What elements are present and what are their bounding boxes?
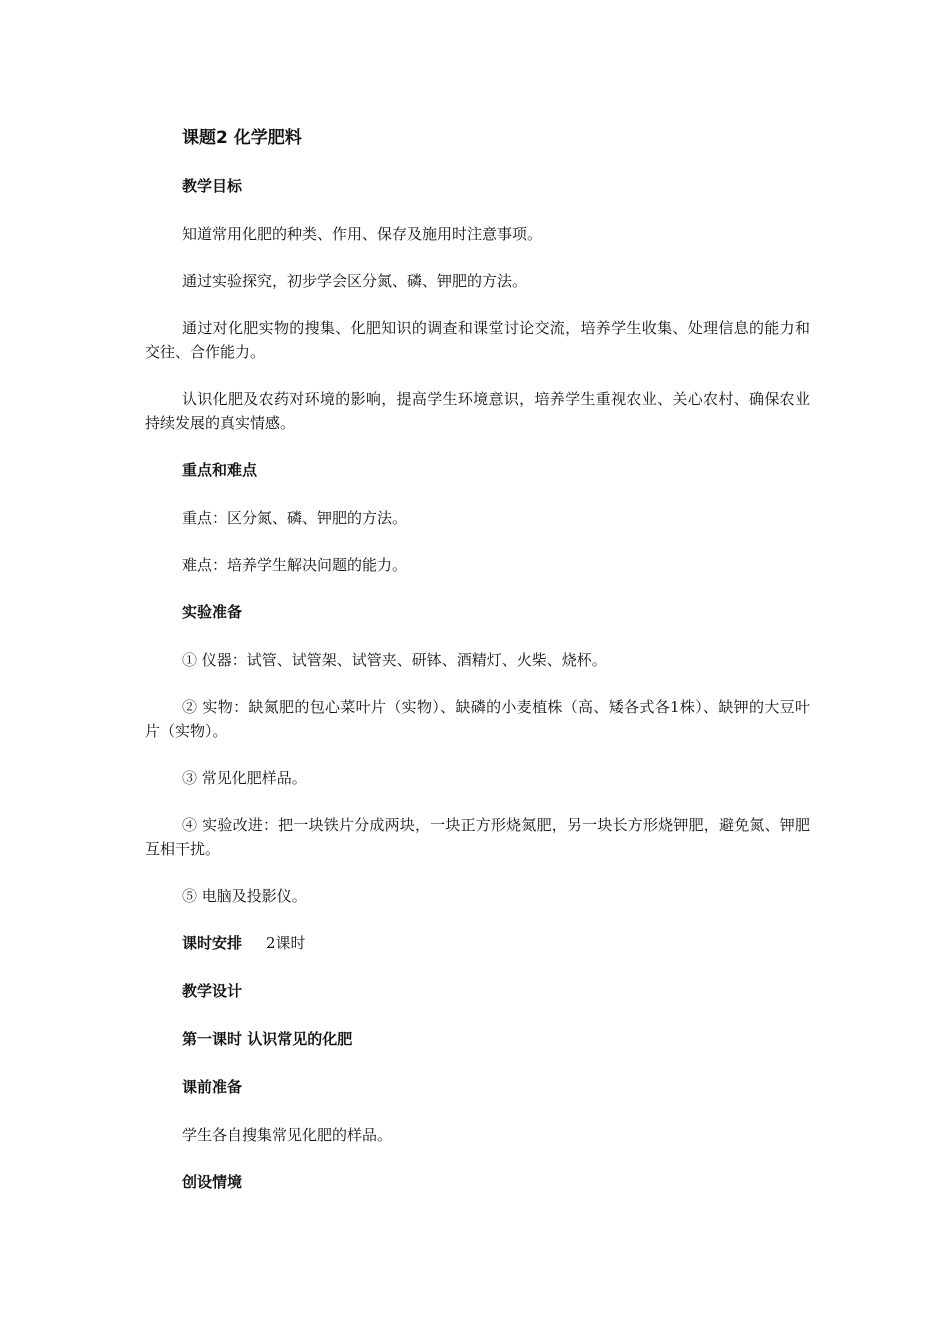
design-heading: 教学设计 (182, 982, 243, 1000)
objectives-heading: 教学目标 (182, 177, 243, 195)
pre-class-heading: 课前准备 (182, 1078, 243, 1096)
objective-item: 通过实验探究，初步学会区分氮、磷、钾肥的方法。 (182, 272, 528, 290)
preparation-item: ④ 实验改进：把一块铁片分成两块，一块正方形烧氮肥，另一块长方形烧钾肥，避免氮、钾肥互相干扰。 (145, 816, 810, 858)
schedule-row (182, 931, 810, 955)
preparation-item: ① 仪器：试管、试管架、试管夹、研钵、酒精灯、火柴、烧杯。 (182, 651, 607, 669)
pre-class-text: 学生各自搜集常见化肥的样品。 (182, 1126, 393, 1144)
lesson1-heading: 第一课时 认识常见的化肥 (182, 1030, 353, 1048)
key-point-item: 难点：培养学生解决问题的能力。 (182, 556, 408, 574)
page-title: 课题2 化学肥料 (182, 128, 302, 148)
scenario-heading: 创设情境 (182, 1173, 243, 1191)
schedule-label: 课时安排 (182, 934, 243, 952)
preparation-item: ② 实物：缺氮肥的包心菜叶片（实物）、缺磷的小麦植株（高、矮各式各1株）、缺钾的大豆叶片（实物）。 (145, 698, 810, 740)
key-points-heading: 重点和难点 (182, 461, 258, 479)
document-body (145, 126, 810, 1218)
objective-item: 知道常用化肥的种类、作用、保存及施用时注意事项。 (182, 225, 543, 243)
key-point-item: 重点：区分氮、磷、钾肥的方法。 (182, 509, 408, 527)
schedule-value: 2课时 (266, 934, 306, 952)
objective-item: 通过对化肥实物的搜集、化肥知识的调查和课堂讨论交流，培养学生收集、处理信息的能力和交往、合作能力。 (145, 319, 810, 361)
objective-item: 认识化肥及农药对环境的影响，提高学生环境意识，培养学生重视农业、关心农村、确保农业持续发展的真实情感。 (145, 390, 810, 432)
preparation-heading: 实验准备 (182, 603, 243, 621)
preparation-item: ③ 常见化肥样品。 (182, 769, 307, 787)
preparation-item: ⑤ 电脑及投影仪。 (182, 887, 307, 905)
